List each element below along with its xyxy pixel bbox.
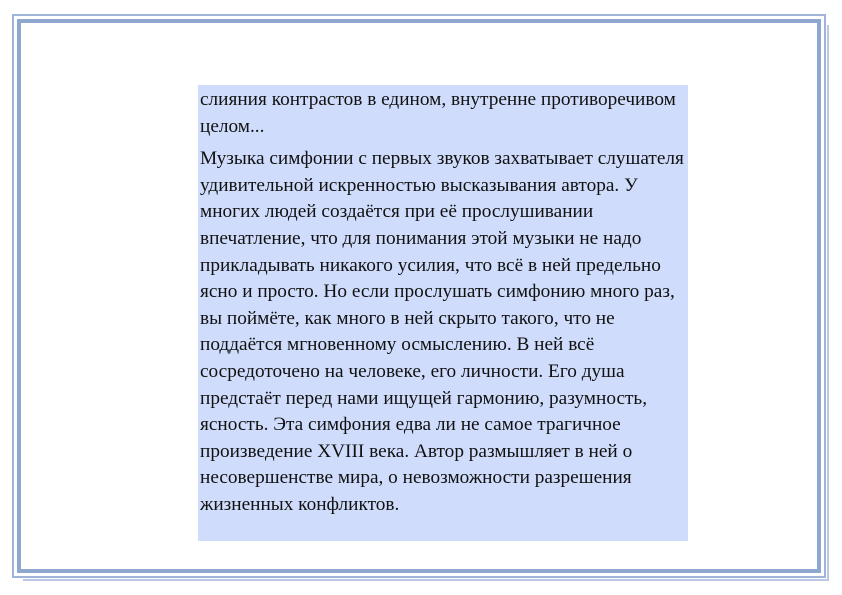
paragraph-intro: слияния контрастов в едином, внутренне противоречивом целом...	[200, 89, 676, 137]
paragraph-main: Музыка симфонии с первых звуков захватывает слушателя удивительной искренностью высказывания автора. У многих людей создаётся при её прослушивании впечатление, что для понимания этой музыки не надо прикладывать никакого усилия, что всё в ней предельно ясно и просто. Но если прослушать симфонию много раз, вы поймёте, как много в ней скрыто такого, что не поддаётся мгновенному осмыслению. В ней всё сосредоточено на человеке, его личности. Его душа предстаёт перед нами ищущей гармонию, разумность, ясность. Эта симфония едва ли не самое трагичное произведение XVIII века. Автор размышляет в ней о несовершенстве мира, о невозможности разрешения жизненных конфликтов.	[200, 148, 684, 515]
highlighted-text-block[interactable]	[198, 85, 688, 541]
